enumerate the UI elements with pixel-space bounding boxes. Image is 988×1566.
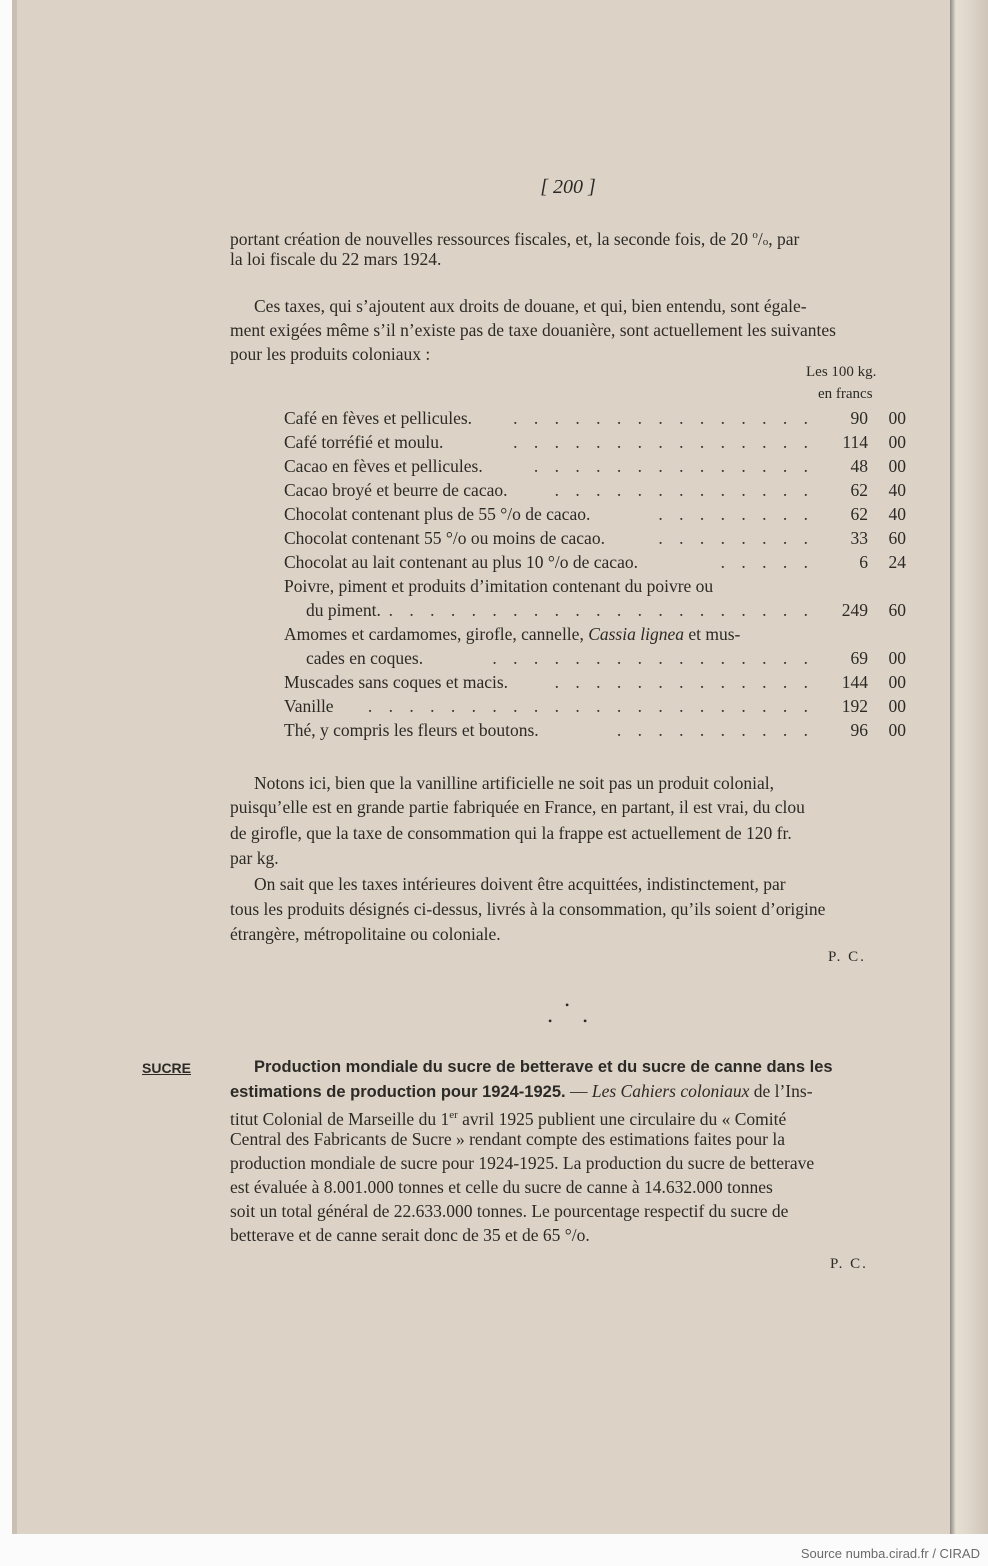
intro-line-1-sup: o (752, 229, 758, 241)
intro-line-1-sub: o (762, 235, 769, 248)
section-dash: — (565, 1081, 592, 1101)
row-francs: 62 (850, 480, 868, 500)
section-line-5: production mondiale de sucre pour 1924-1925. La production du sucre de betterave (230, 1153, 815, 1173)
table-row (284, 670, 906, 694)
page-number: [ 200 ] (540, 176, 596, 198)
para2-line-1: Notons ici, bien que la vanilline artificielle ne soit pas un produit colonial, (254, 773, 775, 793)
row-label: Vanille (284, 696, 334, 716)
para1-line-2: ment exigées même s’il n’existe pas de taxe douanière, sont actuellement les suivantes (230, 320, 836, 340)
row-cents: 00 (888, 672, 906, 692)
row-francs: 69 (850, 648, 868, 668)
page-left-edge (12, 0, 17, 1534)
row-francs: 90 (850, 408, 868, 428)
row-label: Chocolat au lait contenant au plus 10 °/o de cacao. (284, 552, 638, 572)
para1-line-3: pour les produits coloniaux : (230, 344, 431, 364)
section-line-3-tail: avril 1925 publient une circulaire du « Comité (457, 1108, 787, 1129)
row-label: Chocolat contenant plus de 55 °/o de cacao. (284, 504, 591, 524)
table-row (284, 694, 906, 718)
section-line-6: est évaluée à 8.001.000 tonnes et celle du sucre de canne à 14.632.000 tonnes (230, 1177, 773, 1197)
table-row (284, 598, 906, 622)
intro-line-1-tail: , par (768, 228, 800, 249)
row-cents: 00 (888, 456, 906, 476)
leader-dots: . . . . . . . . . . . . . . . . . . . . . . (367, 600, 814, 620)
row-label: du piment. (306, 600, 381, 620)
row-francs: 96 (850, 720, 868, 740)
table-header-unit: Les 100 kg. (806, 364, 877, 380)
section-title-line-2: estimations de production pour 1924-1925. (230, 1083, 566, 1101)
asterism-star: • (565, 998, 570, 1012)
row-label: cades en coques. (306, 648, 424, 668)
row-cents: 60 (888, 600, 906, 620)
table-row (284, 550, 906, 574)
intro-line-2: la loi fiscale du 22 mars 1924. (230, 249, 442, 269)
section-line-2-tail: de l’Ins- (749, 1081, 813, 1101)
leader-dots: . . . . . . . . . . . . . (554, 672, 814, 692)
row-francs: 192 (841, 696, 868, 716)
asterism-star: • (583, 1014, 588, 1028)
table-row (284, 430, 906, 454)
row-cents: 00 (888, 720, 906, 740)
leader-dots: . . . . . . . . . . . . . (554, 480, 814, 500)
row-cents: 40 (888, 504, 906, 524)
para3-line-2: tous les produits désignés ci-dessus, livrés à la consommation, qu’ils soient d’origine (230, 899, 826, 919)
table-row (284, 526, 906, 550)
asterism-star: • (548, 1014, 553, 1028)
para2-line-4: par kg. (230, 848, 279, 868)
intro-line-1-slash: / (757, 228, 763, 249)
leader-dots: . . . . . . . . . . . . . . (533, 456, 814, 476)
section-line-3-text: titut Colonial de Marseille du 1 (230, 1108, 450, 1129)
row-label-part: Amomes et cardamomes, girofle, cannelle, (284, 624, 589, 644)
para1-line-1: Ces taxes, qui s’ajoutent aux droits de douane, et qui, bien entendu, sont égale- (254, 296, 807, 316)
leader-dots: . . . . . . . . (658, 528, 814, 548)
table-row-continued: Poivre, piment et produits d’imitation contenant du poivre ou (284, 576, 714, 596)
table-row (284, 454, 906, 478)
table-row (284, 502, 906, 526)
leader-dots: . . . . . (720, 552, 814, 572)
table-row (284, 718, 906, 742)
intro-line-1-text: portant création de nouvelles ressources fiscales, et, la seconde fois, de 20 (230, 228, 753, 249)
row-cents: 24 (888, 552, 906, 572)
row-label: Cacao broyé et beurre de cacao. (284, 480, 508, 500)
leader-dots: . . . . . . . . . . . . . . . (513, 408, 814, 428)
row-francs: 62 (850, 504, 868, 524)
signature-initials: P. C. (828, 949, 866, 965)
row-label: Chocolat contenant 55 °/o ou moins de cacao. (284, 528, 605, 548)
row-francs: 144 (841, 672, 868, 692)
row-label-part: et mus- (683, 624, 741, 644)
section-line-2 (230, 1080, 813, 1104)
para2-line-3: de girofle, que la taxe de consommation qui la frappe est actuellement de 120 fr. (230, 823, 792, 843)
section-source-title: Les Cahiers coloniaux (591, 1081, 750, 1101)
signature-initials: P. C. (830, 1256, 868, 1272)
leader-dots: . . . . . . . . . . . . . . . . . . . . . . (367, 696, 814, 716)
section-line-7: soit un total général de 22.633.000 tonnes. Le pourcentage respectif du sucre de (230, 1201, 789, 1221)
row-francs: 249 (841, 600, 868, 620)
row-francs: 33 (850, 528, 868, 548)
row-cents: 40 (888, 480, 906, 500)
leader-dots: . . . . . . . . (658, 504, 814, 524)
leader-dots: . . . . . . . . . . . . . . . . (492, 648, 814, 668)
section-line-3-sup: er (449, 1109, 458, 1121)
row-cents: 00 (888, 432, 906, 452)
row-cents: 00 (888, 408, 906, 428)
section-title-line-1: Production mondiale du sucre de betterave et du sucre de canne dans les (254, 1058, 833, 1076)
row-francs: 48 (850, 456, 868, 476)
section-label: SUCRE (142, 1060, 192, 1076)
para3-line-1: On sait que les taxes intérieures doivent être acquittées, indistinctement, par (254, 874, 786, 894)
row-francs: 114 (842, 432, 868, 452)
row-label: Muscades sans coques et macis. (284, 672, 509, 692)
section-line-8: betterave et de canne serait donc de 35 et de 65 °/o. (230, 1225, 590, 1245)
table-row-continued (284, 622, 740, 646)
page-right-edge (950, 0, 988, 1534)
table-row (284, 478, 906, 502)
table-row (284, 646, 906, 670)
row-cents: 00 (888, 648, 906, 668)
row-label: Thé, y compris les fleurs et boutons. (284, 720, 539, 740)
row-label: Cacao en fèves et pellicules. (284, 456, 483, 476)
row-label-italic: Cassia lignea (588, 624, 684, 644)
section-line-3 (230, 1104, 786, 1131)
row-label: Café en fèves et pellicules. (284, 408, 473, 428)
table-row (284, 406, 906, 430)
row-francs: 6 (859, 552, 868, 572)
leader-dots: . . . . . . . . . . . . . . . (513, 432, 814, 452)
row-cents: 00 (888, 696, 906, 716)
row-cents: 60 (888, 528, 906, 548)
leader-dots: . . . . . . . . . . (616, 720, 814, 740)
row-label: Café torréfié et moulu. (284, 432, 444, 452)
para3-line-3: étrangère, métropolitaine ou coloniale. (230, 924, 501, 944)
table-header-currency: en francs (818, 386, 873, 402)
para2-line-2: puisqu’elle est en grande partie fabriquée en France, en partant, il est vrai, du clou (230, 797, 805, 817)
section-line-4: Central des Fabricants de Sucre » rendant compte des estimations faites pour la (230, 1129, 785, 1149)
source-credit: Source numba.cirad.fr / CIRAD (800, 1546, 980, 1561)
